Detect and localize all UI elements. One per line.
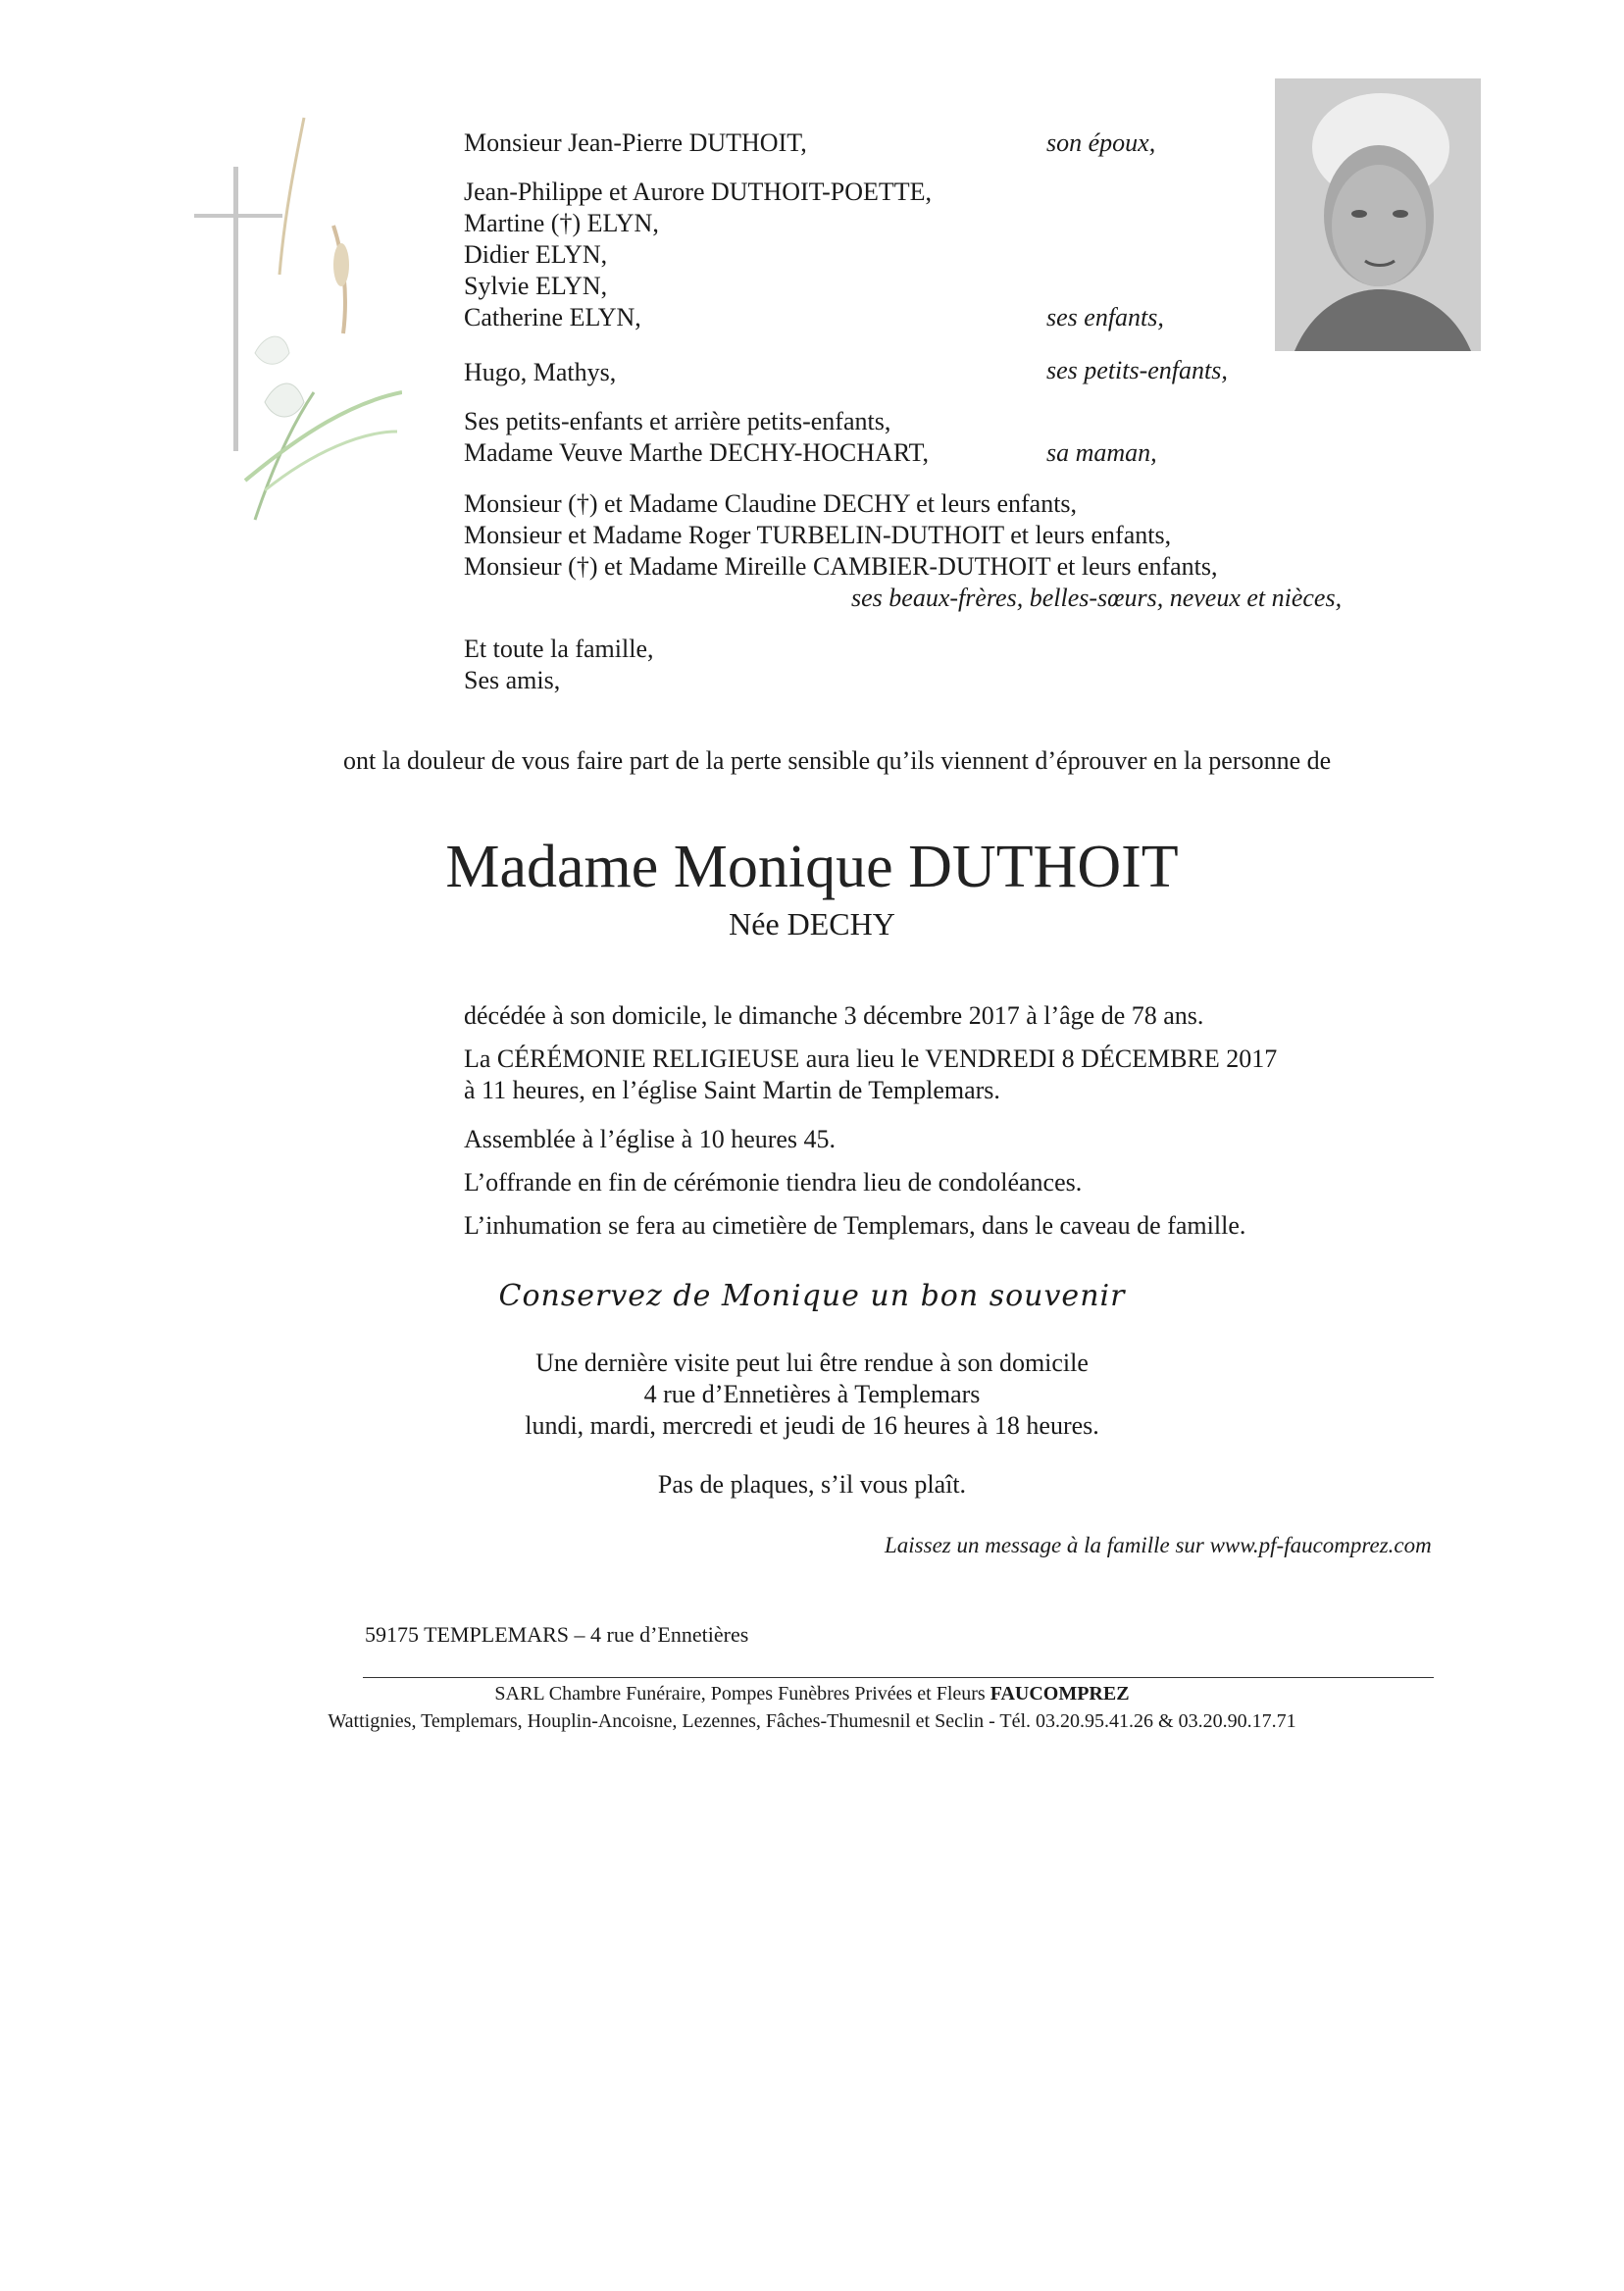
visit-line: Une dernière visite peut lui être rendue à son domicile [535, 1349, 1089, 1377]
family-child-line: Catherine ELYN, [464, 303, 641, 331]
no-plaques-text: Pas de plaques, s’il vous plaît. [657, 1470, 967, 1499]
announcement-text: ont la douleur de vous faire part de la perte sensible qu’ils viennent d’éprouver en la personne de [343, 746, 1332, 775]
family-children-relation: ses enfants, [1046, 303, 1164, 331]
detail-line: L’inhumation se fera au cimetière de Templemars, dans le caveau de famille. [464, 1211, 1246, 1240]
address-text: 59175 TEMPLEMARS – 4 rue d’Ennetières [365, 1622, 749, 1647]
remembrance-text: Conservez de Monique un bon souvenir [498, 1279, 1126, 1313]
detail-line: L’offrande en fin de cérémonie tiendra lieu de condoléances. [464, 1168, 1083, 1196]
footer-company [0, 1681, 1624, 1706]
family-child-line: Sylvie ELYN, [464, 272, 608, 300]
detail-line: Assemblée à l’église à 10 heures 45. [464, 1125, 837, 1153]
online-message-text: Laissez un message à la famille sur www.pf-faucomprez.com [885, 1533, 1432, 1557]
family-grandchildren-name: Hugo, Mathys, [464, 358, 617, 386]
detail-line: décédée à son domicile, le dimanche 3 décembre 2017 à l’âge de 78 ans. [464, 1001, 1204, 1030]
family-mother-line: Ses petits-enfants et arrière petits-enfants, [464, 407, 891, 435]
family-inlaw-line: Monsieur (†) et Madame Claudine DECHY et leurs enfants, [464, 489, 1078, 518]
detail-line: à 11 heures, en l’église Saint Martin de Templemars. [464, 1076, 1000, 1104]
family-child-line: Martine (†) ELYN, [464, 209, 659, 237]
family-mother-relation: sa maman, [1046, 438, 1157, 467]
cross-lily-decoration [186, 108, 402, 539]
cross-lily-icon [186, 108, 402, 539]
footer-company-prefix: SARL Chambre Funéraire, Pompes Funèbres Privées et Fleurs [494, 1683, 986, 1705]
family-child-line: Didier ELYN, [464, 240, 608, 269]
family-child-line: Jean-Philippe et Aurore DUTHOIT-POETTE, [464, 178, 933, 206]
visit-line: lundi, mardi, mercredi et jeudi de 16 heures à 18 heures. [525, 1411, 1099, 1440]
family-grandchildren-relation: ses petits-enfants, [1046, 356, 1228, 384]
family-closing-line: Et toute la famille, [464, 635, 654, 663]
family-inlaw-line: Monsieur et Madame Roger TURBELIN-DUTHOIT et leurs enfants, [464, 521, 1172, 549]
visit-line: 4 rue d’Ennetières à Templemars [643, 1380, 981, 1408]
footer-company-name: FAUCOMPREZ [990, 1683, 1130, 1705]
portrait-photo [1275, 78, 1481, 351]
deceased-name: Madame Monique DUTHOIT [445, 834, 1179, 900]
footer-locations: Wattignies, Templemars, Houplin-Ancoisne, Lezennes, Fâches-Thumesnil et Seclin - Tél. 03.20.95.41.26 & 03.20.90.17.71 [328, 1710, 1296, 1732]
detail-line: La CÉRÉMONIE RELIGIEUSE aura lieu le VENDREDI 8 DÉCEMBRE 2017 [464, 1044, 1278, 1073]
family-inlaw-line: Monsieur (†) et Madame Mireille CAMBIER-DUTHOIT et leurs enfants, [464, 552, 1218, 581]
family-inlaw-relation: ses beaux-frères, belles-sœurs, neveux et nièces, [851, 584, 1343, 612]
family-husband-relation: son époux, [1046, 128, 1156, 157]
deceased-birth-name: Née DECHY [729, 906, 895, 942]
family-mother-line: Madame Veuve Marthe DECHY-HOCHART, [464, 438, 930, 467]
footer-divider [363, 1677, 1434, 1678]
family-husband-name: Monsieur Jean-Pierre DUTHOIT, [464, 128, 807, 157]
family-closing-line: Ses amis, [464, 666, 561, 694]
